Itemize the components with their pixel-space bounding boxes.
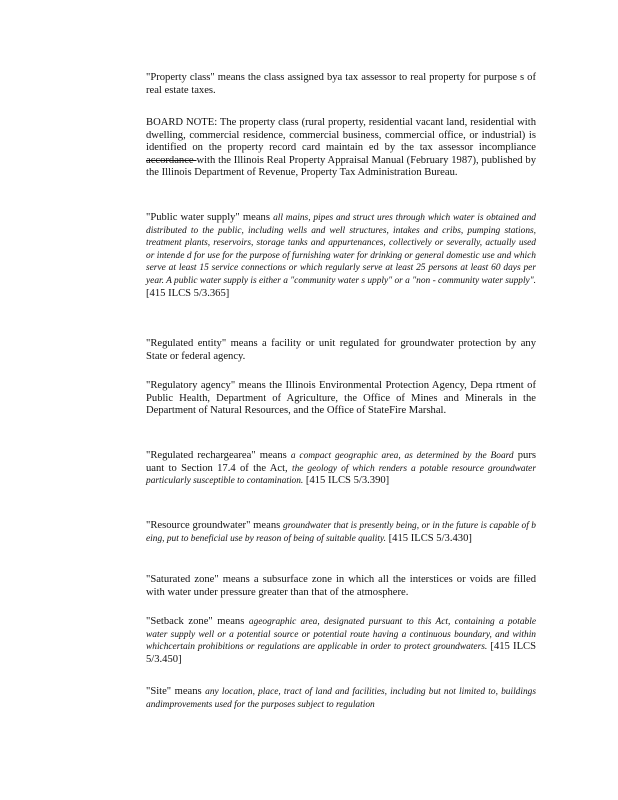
text-run: "Setback zone" means — [146, 616, 249, 627]
text-run: "Regulated entity" means a facility or unit regulated for groundwater protection by any State or federal agency. — [146, 338, 536, 362]
text-run: "Regulated rechargearea" means — [146, 450, 291, 461]
board-note — [146, 117, 536, 180]
definition-property-class — [146, 72, 536, 97]
definition-saturated-zone — [146, 574, 536, 599]
text-run: "Resource groundwater" means — [146, 520, 284, 531]
definition-regulatory-agency — [146, 380, 536, 418]
text-run: [415 ILCS 5/3.390] — [303, 475, 390, 487]
italic-text-run: ageographic area, designated pursuant to this Act, containing a potable water supply well or a potential source or potential route having a continuous boundary, and within whichcertain prohibitions or regulations are applicable in order to protect groundwaters. — [146, 617, 536, 653]
definition-regulated-entity — [146, 338, 536, 363]
definition-site — [146, 686, 536, 711]
text-run: purs uant to Section 17.4 of the Act, — [146, 450, 536, 474]
italic-text-run: all mains, pipes and struct ures through which water is obtained and distributed to the public, including wells and well structures, intakes and cribs, pumping stations, treatment plants, reservoirs, storage tanks and appurtenances, collectively or severally, actually used or intende d for use for the purpose of furnishing water for drinking or general domestic use and which serve at least 15 service connections or which regularly serve at least 25 persons at least 60 days per year. A public water supply is either a "community water s upply" or a "non - community water supply". — [146, 213, 536, 286]
text-run: [415 ILCS 5/3.450] — [146, 641, 536, 665]
definition-public-water-supply — [146, 212, 536, 300]
text-run: compliance — [487, 142, 536, 154]
text-run: "Public water supply" means — [146, 212, 274, 223]
definition-setback-zone — [146, 616, 536, 666]
text-run: BOARD NOTE: The property class (rural property, residential vacant land, residential with dwelling, commercial residence, commercial business, commercial office, or industrial) is identified on the property record card maintain ed by the tax assessor in — [146, 117, 536, 154]
text-run: with the Illinois Real Property Appraisal Manual (February 1987), published by the Illinois Department of Revenue, Property Tax Administration Bureau. — [146, 154, 537, 179]
definition-regulated-recharge-area — [146, 450, 536, 488]
text-run: "Property class" means the class assigned bya tax assessor to real property for purpose s of real estate taxes. — [146, 72, 536, 96]
italic-text-run: the geology of which renders a potable resource groundwater particularly susceptible to contamination. — [146, 463, 536, 487]
text-run: [415 ILCS 5/3.430] — [385, 532, 472, 544]
text-run: "Site" means — [146, 686, 206, 697]
italic-text-run: groundwater that is presently being, or in the future is capable of b eing, put to beneficial use by reason of being of suitable quality. — [146, 521, 536, 544]
italic-text-run: a compact geographic area, as determined by the Board — [290, 451, 514, 461]
text-run: "Regulatory agency" means the Illinois Environmental Protection Agency, Depa rtment of Public Health, Department of Agriculture, the Office of Mines and Minerals in the Department of Natural Resources, and the Office of StateFire Marshal. — [146, 380, 536, 417]
text-run: [415 ILCS 5/3.365] — [146, 287, 230, 299]
definition-resource-groundwater — [146, 520, 536, 545]
italic-text-run: any location, place, tract of land and facilities, including but not limited to, buildings andimprovements used for the purposes subject to regulation — [146, 687, 536, 710]
text-run: "Saturated zone" means a subsurface zone in which all the interstices or voids are filled with water under pressure greater than that of the atmosphere. — [146, 574, 536, 598]
struck-text-run: accordance — [146, 154, 197, 166]
